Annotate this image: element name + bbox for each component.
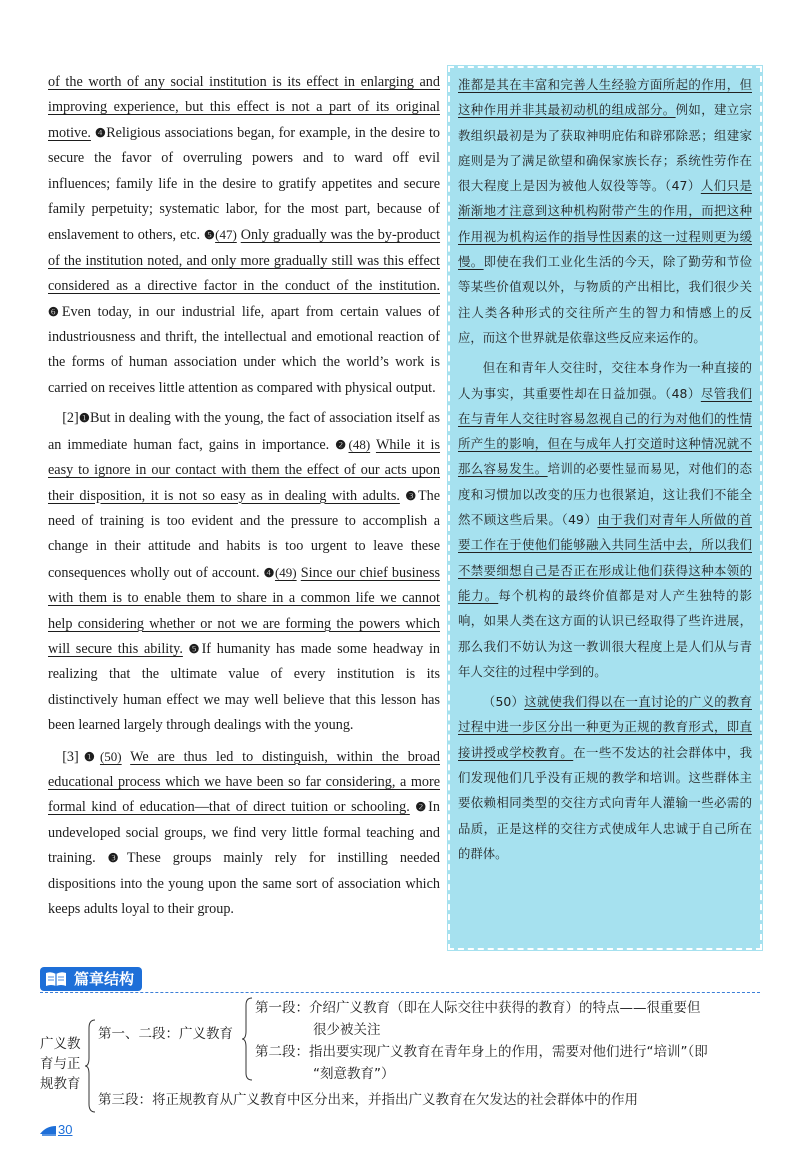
underlined-sentence: While it is easy to ignore in our contact with them the effect of our acts upon their disposition, it is not so easy as in dealing with adults. [48,436,441,504]
question-number: (47) [215,227,237,243]
question-number: （47） [664,178,701,194]
outline-brace [241,996,253,1082]
outline-root-line: 规教育 [40,1076,81,1092]
sentence-marker: ❶ [78,749,100,764]
question-number: (49) [274,564,297,580]
sentence: 培训的必要性显而易见，对他们的态度和习惯加以改变的压力也很紧迫，这让我们不能全然不顾这些后果。 [458,461,753,528]
page-number-text: 30 [58,1122,73,1137]
sentence-marker: ❻ [48,304,62,319]
sentence: 即使在我们工业化生活的今天，除了勤劳和节俭等某些价值观以外，与物质的产出相比，我们很少关注人类各种形式的交往所产生的智力和情感上的反应，而这个世界就是依靠这些反应来运作的。 [458,254,753,345]
sentence-marker: ❸ [405,488,418,503]
sentence: If humanity has made some headway in realizing that the ultimate value of every institution is its distinctively human effect we may well believe that this lesson has been learned largely through dealings with the young. [48,640,441,734]
paragraph-label: [3] [62,748,79,765]
outline-root-line: 育与正 [40,1056,81,1072]
sentence: 在一些不发达的社会群体中，我们发现他们几乎没有正规的教学和培训。 [458,744,753,786]
sentence-marker: ❹ [263,565,275,580]
sentence: 每个机构的最终价值都是对人产生独特的影响，如果人类在这方面的认识已经取得了些许进展，那么我们不妨认为这一教训很大程度上是人们从与青年人交往的过程中学到的。 [458,587,753,679]
outline-leaf-1: 第一段：介绍广义教育（即在人际交往中获得的教育）的特点——很重要但 [255,1000,701,1016]
sentence-marker: ❺ [203,228,216,243]
sentence: Religious associations began, for example, in the desire to secure the favor of overruling powers and to ward off evil influences; family life in the desire to gratify appetites and secure family perpetuity; systematic labor, for the most part, because of enslavement to others, etc. [48,124,441,244]
sentence-marker: ❸ [107,851,127,866]
outline-leaf-2: 第二段：指出要实现广义教育在青年身上的作用，需要对他们进行“培训”（即 [255,1044,708,1060]
sentence-marker: ❶ [78,411,90,426]
underlined-sentence: of the worth of any social institution is its effect in enlarging and improving experience, but this effect is not a part of its original motive. [48,74,440,141]
sentence-marker: ❹ [94,125,107,140]
question-number: (50) [99,748,122,764]
question-number: （48） [664,385,701,401]
page-tab-icon [40,1124,56,1136]
outline-brace [84,1018,96,1114]
outline-branch-1: 第一、二段：广义教育 [98,1026,233,1042]
sentence: These groups mainly rely for instilling needed dispositions into the young upon the same sort of association which keeps adults loyal to their group. [48,850,440,917]
outline-branch-2: 第三段：将正规教育从广义教育中区分出来，并指出广义教育在欠发达的社会群体中的作用 [98,1092,638,1108]
underlined-sentence: 由于我们对青年人所做的首要工作在于使他们能够融入共同生活中去，所以我们不禁要细想自己是否正在形成让他们获得这种本领的能力。 [458,512,753,603]
sentence-marker: ❷ [415,800,429,815]
underlined-sentence: 这就使我们得以在一直讨论的广义的教育过程中进一步区分出一种更为正规的教育形式，即直接讲授或学校教育。 [458,694,752,760]
sentence-marker: ❷ [335,437,349,452]
sentence: 但在和青年人交往时，交往本身作为一种直接的人为事实，其重要性却在日益加强。 [458,360,752,401]
sentence-marker: ❺ [188,641,202,656]
sentence: But in dealing with the young, the fact of association itself as an immediate human fact, gains in importance. [48,410,440,453]
underlined-sentence: 尽管我们在与青年人交往时容易忽视自己的行为对他们的性情所产生的影响，但在与成年人打交道时这种情况就不那么容易发生。 [458,385,753,477]
underlined-sentence: 准都是其在丰富和完善人生经验方面所起的作用，但这种作用并非其最初动机的组成部分。 [458,77,752,118]
sentence: The need of training is too evident and the pressure to accomplish a change in their attitude and habits is too urgent to leave these consequences wholly out of account. [48,487,440,581]
outline-leaf-1-cont: 很少被关注 [313,1022,381,1038]
sentence: Even today, in our industrial life, apart from certain values of industriousness and thrift, the intellectual and emotional reaction of the forms of human association under which the world’s work is carried on receives little attention as compared with physical output. [48,303,440,396]
question-number: (48) [348,436,371,452]
underlined-sentence: Since our chief business with them is to enable them to share in a common life we cannot help considering whether or not we are forming the powers which will secure this ability. [48,564,440,657]
sentence: 例如，建立宗教组织最初是为了获取神明庇佑和辟邪除恶；组建家庭则是为了满足欲望和确保家族长存；系统性劳作在很大程度上是因为被他人奴役等等。 [458,102,753,194]
underlined-sentence: Only gradually was the by-product of the institution noted, and only more gradually still was this effect considered as a directive factor in the conduct of the institution. [48,227,441,295]
question-number: （50） [482,694,525,710]
sentence: 这些群体主要依赖相同类型的交往方式向青年人灌输一些必需的品质，正是这样的交往方式使成年人忠诚于自己所在的群体。 [458,770,753,861]
outline-root-line: 广义教 [40,1036,81,1052]
underlined-sentence: We are thus led to distinguish, within the broad educational process which we have been so far considering, a more formal kind of education—that of direct tuition or schooling. [48,748,441,816]
section-title: 篇章结构 [72,967,142,991]
paragraph-label: [2] [62,410,79,427]
sentence: In undeveloped social groups, we find very little formal teaching and training. [48,799,440,867]
question-number: （49） [561,512,598,528]
outline-leaf-2-cont: “刻意教育”） [313,1066,395,1082]
underlined-sentence: 人们只是渐渐地才注意到这种机构附带产生的作用，而把这种作用视为机构运作的指导性因素的这一过程则更为缓慢。 [458,178,753,270]
page-number [40,1122,72,1137]
